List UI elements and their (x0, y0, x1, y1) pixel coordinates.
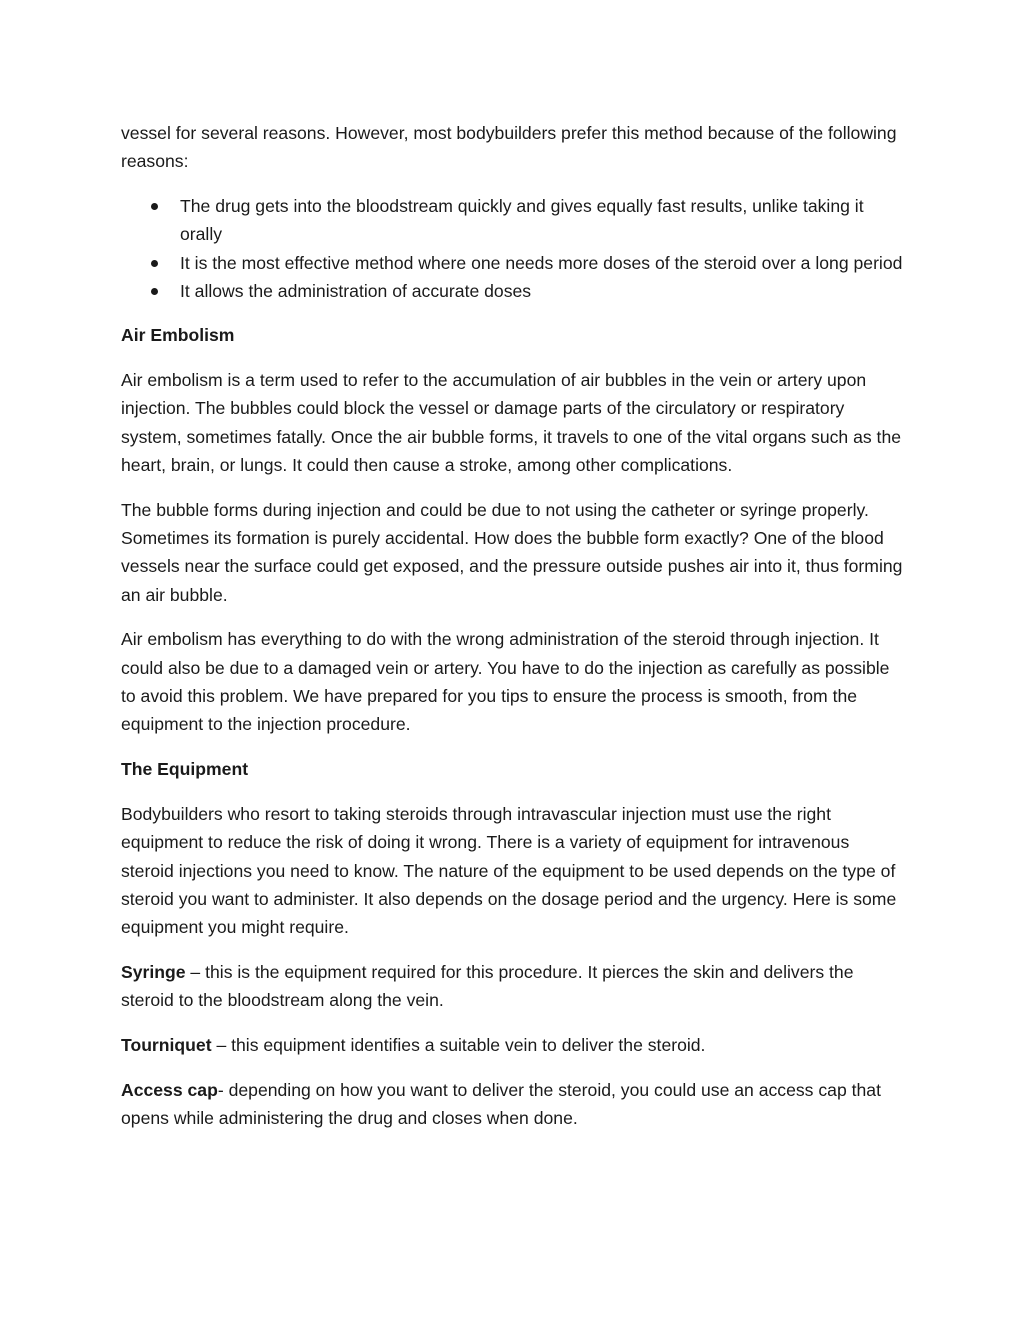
air-embolism-paragraph: The bubble forms during injection and could be due to not using the catheter or syringe properly. Sometimes its formation is purely accidental. How does the bubble form exactly? One of the blood vessels near the surface could get exposed, and the pressure outside pushes air into it, thus forming an air bubble. (121, 499, 903, 605)
list-item (121, 249, 906, 277)
intro-paragraph: vessel for several reasons. However, most bodybuilders prefer this method because of the following reasons: (121, 123, 897, 172)
section-heading-air-embolism: Air Embolism (121, 325, 235, 346)
reasons-list (121, 192, 906, 305)
air-embolism-paragraph: Air embolism has everything to do with the wrong administration of the steroid through injection. It could also be due to a damaged vein or artery. You have to do the injection as carefully as possible to avoid this problem. We have prepared for you tips to ensure the process is smooth, from the equipment to the injection procedure. (121, 629, 890, 735)
equipment-description: – this is the equipment required for this procedure. It pierces the skin and delivers the steroid to the bloodstream along the vein. (121, 961, 854, 1011)
air-embolism-paragraph: Air embolism is a term used to refer to the accumulation of air bubbles in the vein or artery upon injection. The bubbles could block the vessel or damage parts of the circulatory or respiratory system, sometimes fatally. Once the air bubble forms, it travels to one of the vital organs such as the heart, brain, or lungs. It could then cause a stroke, among other complications. (121, 370, 902, 475)
list-item-text: It is the most effective method where one needs more doses of the steroid over a long period (180, 252, 903, 273)
bullet-icon (151, 260, 158, 267)
equipment-item-access-cap (121, 1076, 906, 1133)
equipment-description: – this equipment identifies a suitable vein to deliver the steroid. (211, 1035, 706, 1056)
document-page (121, 119, 906, 1149)
list-item-text: It allows the administration of accurate doses (180, 280, 532, 301)
equipment-term: Tourniquet (121, 1035, 212, 1056)
equipment-item-syringe (121, 958, 906, 1015)
list-item-text: The drug gets into the bloodstream quickly and gives equally fast results, unlike taking it orally (180, 196, 864, 245)
section-heading-equipment: The Equipment (121, 759, 249, 780)
equipment-term: Syringe (121, 961, 186, 982)
equipment-paragraph: Bodybuilders who resort to taking steroids through intravascular injection must use the right equipment to reduce the risk of doing it wrong. There is a variety of equipment for intravenous steroid injections you need to know. The nature of the equipment to be used depends on the type of steroid you want to administer. It also depends on the dosage period and the urgency. Here is some equipment you might require. (121, 803, 897, 938)
equipment-description: - depending on how you want to deliver the steroid, you could use an access cap that opens while administering the drug and closes when done. (121, 1079, 881, 1129)
equipment-item-tourniquet (121, 1031, 906, 1059)
bullet-icon (151, 203, 158, 210)
list-item (121, 277, 906, 305)
equipment-term: Access cap (121, 1079, 218, 1100)
bullet-icon (151, 288, 158, 295)
list-item (121, 192, 906, 249)
